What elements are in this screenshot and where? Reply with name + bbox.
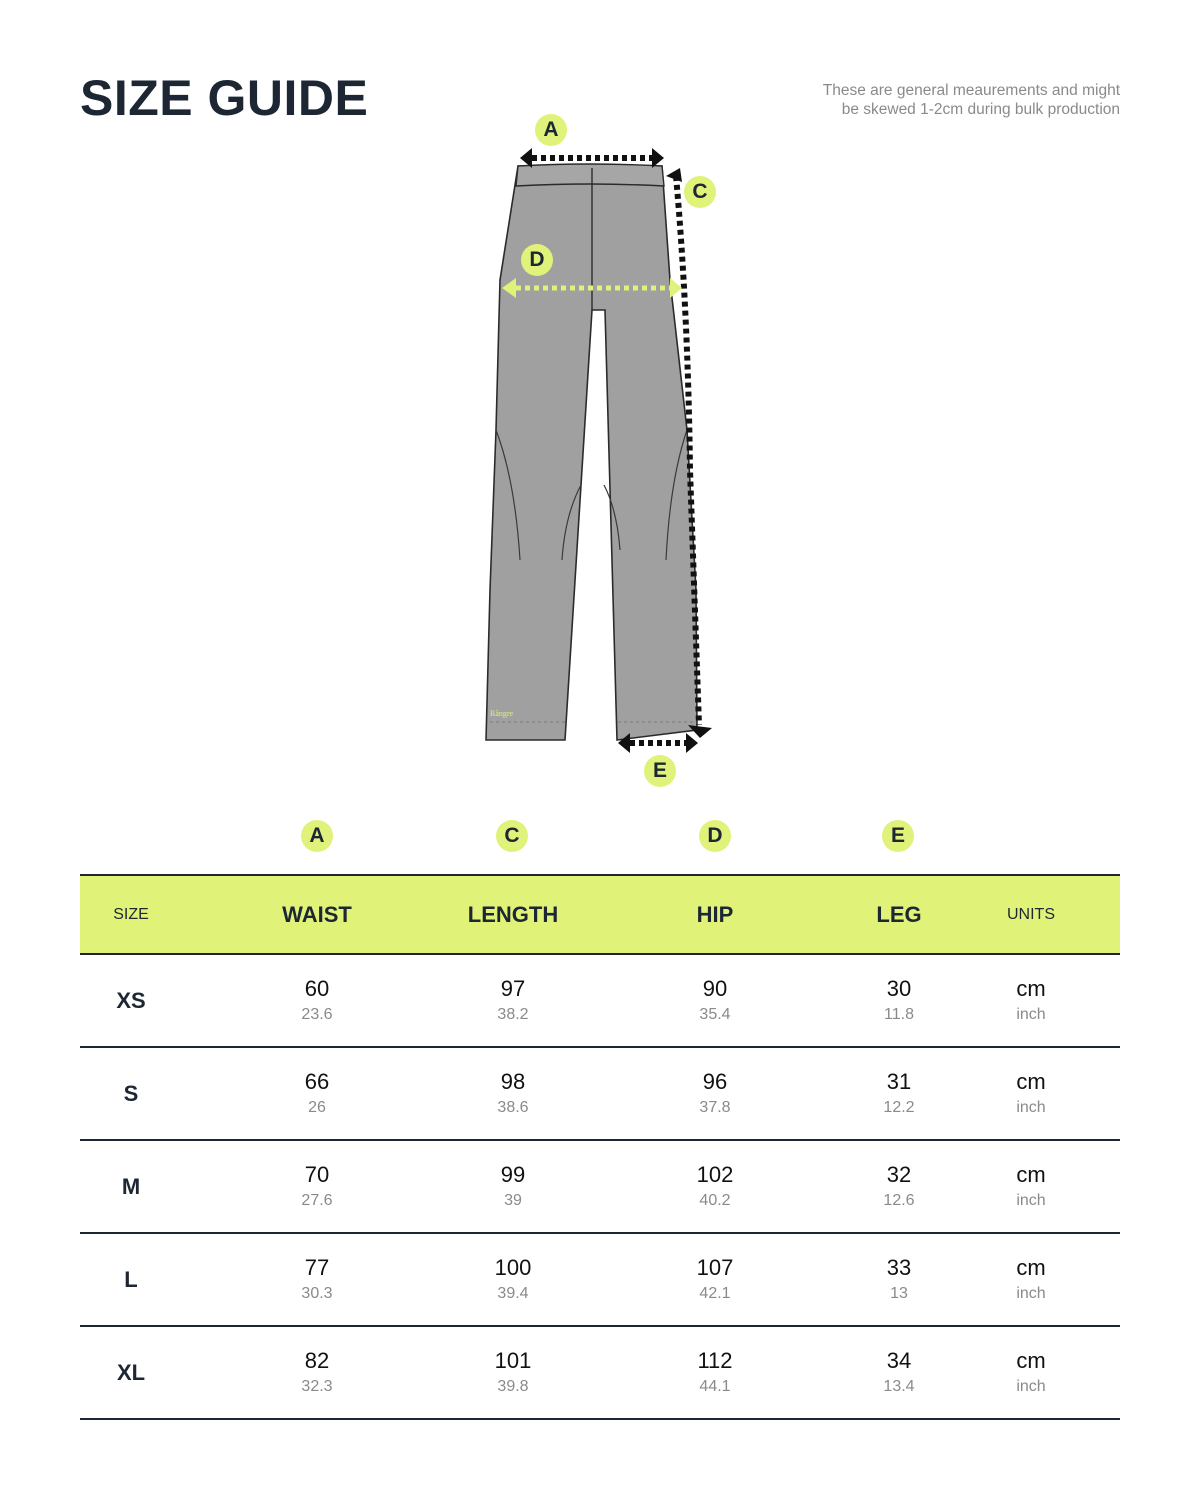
length-cell bbox=[452, 1140, 574, 1233]
units-cell bbox=[942, 1047, 1120, 1140]
pants-illustration bbox=[470, 110, 730, 800]
length-inch-value: 38.6 bbox=[497, 1098, 529, 1116]
length-cm-value: 99 bbox=[500, 1161, 526, 1187]
units-cell bbox=[942, 1233, 1120, 1326]
header-size: SIZE bbox=[80, 875, 182, 954]
hip-cm-value: 102 bbox=[696, 1161, 734, 1187]
header-units: UNITS bbox=[942, 875, 1120, 954]
waist-cm-value: 70 bbox=[304, 1161, 330, 1187]
waist-cell bbox=[182, 1140, 452, 1233]
length-inch-value: 38.2 bbox=[497, 1005, 529, 1023]
waist-inch-value: 32.3 bbox=[301, 1377, 333, 1395]
size-label: L bbox=[80, 1233, 182, 1326]
units-cm-value: cm bbox=[1016, 1161, 1046, 1187]
svg-text:Rångre: Rångre bbox=[490, 709, 514, 718]
size-label: M bbox=[80, 1140, 182, 1233]
units-cm-value: cm bbox=[1016, 1347, 1046, 1373]
leg-cell bbox=[856, 1047, 942, 1140]
length-cm-value: 101 bbox=[494, 1347, 532, 1373]
table-row bbox=[80, 1047, 1120, 1140]
marker-a-badge: A bbox=[535, 114, 567, 146]
units-inch-value: inch bbox=[1016, 1005, 1046, 1023]
leg-column-badge: E bbox=[882, 820, 914, 852]
waist-cell bbox=[182, 954, 452, 1047]
units-cell bbox=[942, 954, 1120, 1047]
length-inch-value: 39.4 bbox=[497, 1284, 529, 1302]
leg-inch-value: 12.6 bbox=[883, 1191, 915, 1209]
length-cell bbox=[452, 1326, 574, 1419]
length-cell bbox=[452, 1047, 574, 1140]
length-cm-value: 97 bbox=[500, 975, 526, 1001]
hip-cell bbox=[574, 1047, 856, 1140]
header-hip: HIP bbox=[574, 875, 856, 954]
page-title: SIZE GUIDE bbox=[80, 70, 369, 126]
table-row bbox=[80, 1326, 1120, 1419]
hip-inch-value: 42.1 bbox=[699, 1284, 731, 1302]
leg-inch-value: 11.8 bbox=[884, 1005, 914, 1023]
hip-cell bbox=[574, 954, 856, 1047]
size-label: XS bbox=[80, 954, 182, 1047]
length-cell bbox=[452, 1233, 574, 1326]
length-cm-value: 100 bbox=[494, 1254, 532, 1280]
units-inch-value: inch bbox=[1016, 1377, 1046, 1395]
leg-inch-value: 12.2 bbox=[883, 1098, 915, 1116]
pants-measurement-diagram bbox=[470, 110, 730, 800]
waist-cell bbox=[182, 1233, 452, 1326]
leg-cm-value: 31 bbox=[886, 1068, 912, 1094]
length-column-badge: C bbox=[496, 820, 528, 852]
hip-cm-value: 112 bbox=[697, 1347, 733, 1373]
length-cell bbox=[452, 954, 574, 1047]
hip-cell bbox=[574, 1326, 856, 1419]
leg-inch-value: 13 bbox=[890, 1284, 908, 1302]
length-cm-value: 98 bbox=[500, 1068, 526, 1094]
leg-cm-value: 30 bbox=[886, 975, 912, 1001]
leg-cm-value: 34 bbox=[886, 1347, 912, 1373]
column-marker-row bbox=[80, 820, 1120, 856]
waist-cell bbox=[182, 1047, 452, 1140]
leg-cell bbox=[856, 1140, 942, 1233]
marker-c-badge: C bbox=[684, 176, 716, 208]
hip-column-badge: D bbox=[699, 820, 731, 852]
units-cm-value: cm bbox=[1016, 1068, 1046, 1094]
length-inch-value: 39.8 bbox=[497, 1377, 529, 1395]
marker-e-badge: E bbox=[644, 755, 676, 787]
table-row bbox=[80, 1140, 1120, 1233]
waist-cm-value: 82 bbox=[304, 1347, 330, 1373]
waist-cm-value: 66 bbox=[304, 1068, 330, 1094]
hip-cm-value: 90 bbox=[702, 975, 728, 1001]
header-leg: LEG bbox=[856, 875, 942, 954]
table-header-row bbox=[80, 875, 1120, 954]
units-inch-value: inch bbox=[1016, 1191, 1046, 1209]
hip-cm-value: 96 bbox=[702, 1068, 728, 1094]
leg-inch-value: 13.4 bbox=[883, 1377, 915, 1395]
hip-cell bbox=[574, 1233, 856, 1326]
units-cell bbox=[942, 1140, 1120, 1233]
table-row bbox=[80, 1233, 1120, 1326]
hip-cm-value: 107 bbox=[696, 1254, 734, 1280]
hip-inch-value: 44.1 bbox=[699, 1377, 731, 1395]
units-cell bbox=[942, 1326, 1120, 1419]
measurement-disclaimer bbox=[700, 81, 1120, 119]
waist-inch-value: 27.6 bbox=[301, 1191, 333, 1209]
units-inch-value: inch bbox=[1016, 1284, 1046, 1302]
waist-column-badge: A bbox=[301, 820, 333, 852]
units-cm-value: cm bbox=[1016, 1254, 1046, 1280]
waist-inch-value: 26 bbox=[308, 1098, 326, 1116]
leg-cm-value: 33 bbox=[886, 1254, 912, 1280]
leg-cell bbox=[856, 1233, 942, 1326]
waist-inch-value: 23.6 bbox=[301, 1005, 333, 1023]
leg-cell bbox=[856, 1326, 942, 1419]
marker-d-badge: D bbox=[521, 244, 553, 276]
size-label: XL bbox=[80, 1326, 182, 1419]
header-length: LENGTH bbox=[452, 875, 574, 954]
hip-inch-value: 40.2 bbox=[699, 1191, 731, 1209]
size-label: S bbox=[80, 1047, 182, 1140]
disclaimer-line-1: These are general meaurements and might bbox=[822, 82, 1120, 99]
units-cm-value: cm bbox=[1016, 975, 1046, 1001]
hip-inch-value: 37.8 bbox=[699, 1098, 731, 1116]
waist-cm-value: 77 bbox=[304, 1254, 330, 1280]
table-row bbox=[80, 954, 1120, 1047]
waist-inch-value: 30.3 bbox=[301, 1284, 333, 1302]
header-waist: WAIST bbox=[182, 875, 452, 954]
units-inch-value: inch bbox=[1016, 1098, 1046, 1116]
waist-cm-value: 60 bbox=[304, 975, 330, 1001]
size-table bbox=[80, 874, 1120, 1420]
disclaimer-line-2: be skewed 1-2cm during bulk production bbox=[841, 101, 1120, 118]
hip-inch-value: 35.4 bbox=[699, 1005, 731, 1023]
length-inch-value: 39 bbox=[504, 1191, 522, 1209]
leg-cell bbox=[856, 954, 942, 1047]
waist-cell bbox=[182, 1326, 452, 1419]
hip-cell bbox=[574, 1140, 856, 1233]
leg-cm-value: 32 bbox=[886, 1161, 912, 1187]
